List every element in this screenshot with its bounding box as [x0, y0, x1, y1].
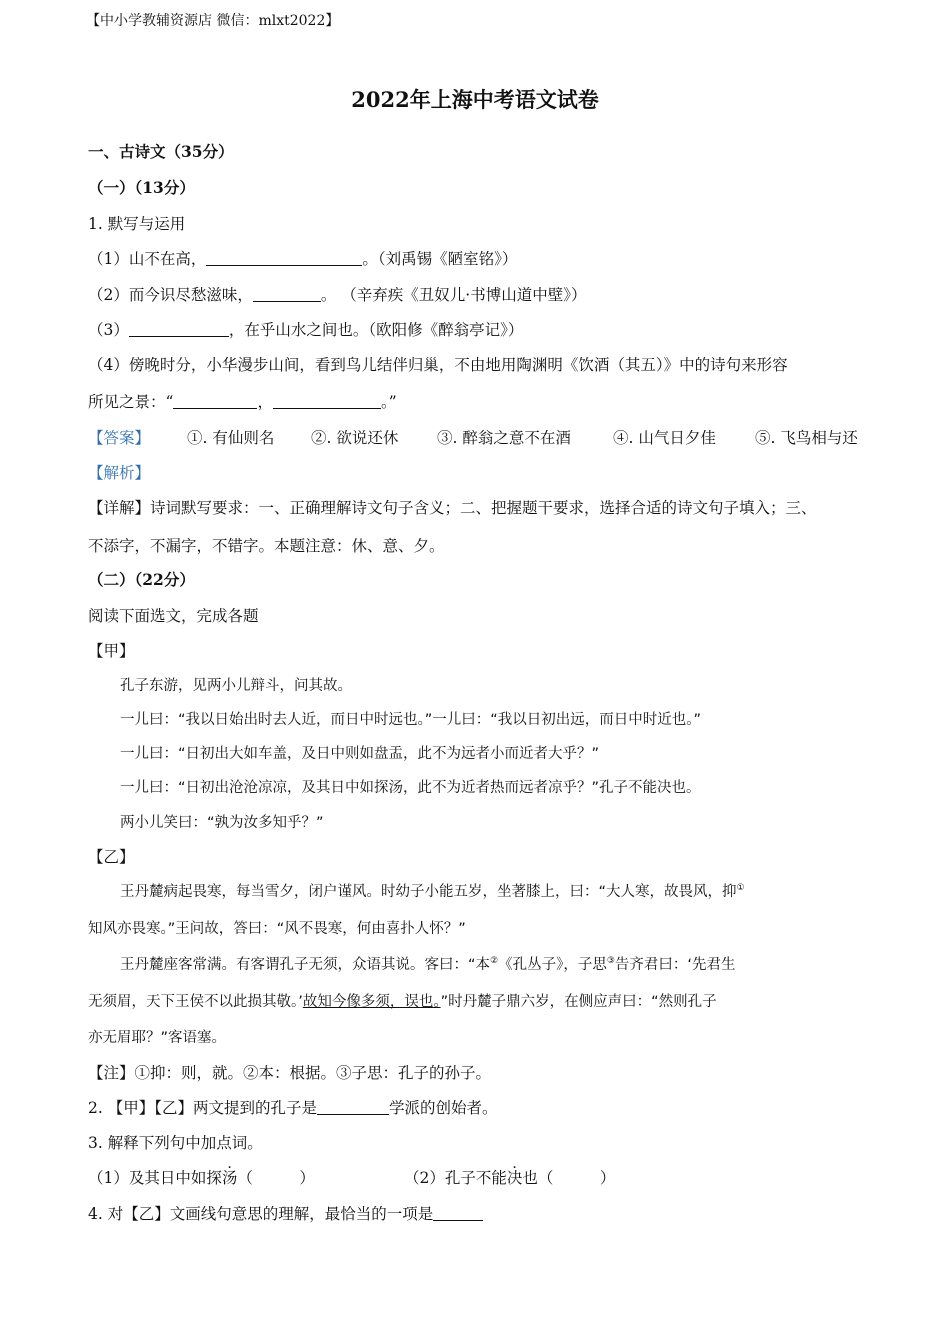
page-title: 2022年上海中考语文试卷: [351, 87, 599, 112]
question-3-item-1: [88, 1167, 315, 1189]
question-1-item-4-line-1: （4）傍晚时分，小华漫步山间，看到鸟儿结伴归巢，不由地用陶渊明《饮酒（其五）》中的诗句来形容: [88, 356, 788, 374]
detail-line-1: 【详解】诗词默写要求：一、正确理解诗文句子含义；二、把握题干要求，选择合适的诗文句子填入；三、: [88, 499, 817, 517]
subsection-heading: （一）（13分）: [88, 178, 195, 197]
question-text: （2）孔子不能: [404, 1169, 507, 1187]
answer-item: ③. 醉翁之意不在酒: [437, 429, 571, 447]
passage-jia-line: 孔子东游，见两小儿辩斗，问其故。: [120, 678, 352, 694]
passage-text: ”时丹麓子鼎六岁，在侧应声曰：“然则孔子: [440, 994, 717, 1010]
answer-row: [88, 427, 868, 449]
item-text: （3）: [88, 321, 129, 339]
question-1-item-2: [88, 284, 586, 306]
dotted-character: 汤: [221, 1169, 238, 1187]
question-2: [88, 1097, 497, 1119]
question-text: （ ）: [237, 1169, 315, 1187]
passage-jia-line: 一儿曰：“日初出沧沧凉凉，及其日中如探汤，此不为近者热而远者凉乎？”孔子不能决也。: [120, 780, 701, 796]
detail-line-2: 不添字，不漏字，不错字。本题注意：休、意、夕。: [88, 537, 445, 555]
passage-jia-line: 一儿曰：“日初出大如车盖，及日中则如盘盂，此不为远者小而近者大乎？”: [120, 746, 600, 762]
passage-text: 无须眉，天下王侯不以此损其敬。’: [88, 994, 303, 1010]
passage-label-yi: 【乙】: [88, 848, 135, 866]
passage-yi-line: 知风亦畏寒。”王问故，答曰：“风不畏寒，何由喜扑人怀？”: [88, 921, 466, 937]
passage-jia-line: 一儿曰：“我以日始出时去人近，而日中时远也。”一儿曰：“我以日初出远，而日中时近也。”: [120, 712, 702, 728]
answer-item: ①. 有仙则名: [187, 429, 275, 447]
passage-text: 王丹麓座客常满。有客谓孔子无须，众语其说。客曰：“本: [120, 957, 491, 973]
item-text: 。”: [380, 393, 397, 411]
passage-yi-line: [88, 991, 717, 1013]
footnote-mark: ③: [606, 956, 615, 967]
passage-label-jia: 【甲】: [88, 642, 135, 660]
page-header: 【中小学教辅资源店 微信：mlxt2022】: [86, 13, 340, 29]
question-3: 3. 解释下列句中加点词。: [88, 1134, 263, 1152]
answer-item: ②. 欲说还休: [311, 429, 399, 447]
item-text: （2）而今识尽愁滋味，: [88, 286, 253, 304]
item-text: ，在乎山水之间也。（欧阳修《醉翁亭记》）: [228, 321, 524, 339]
question-text: （1）及其日中如探: [88, 1169, 222, 1187]
question-text: 2. 【甲】【乙】两文提到的孔子是: [88, 1099, 317, 1117]
passage-jia-line: 两小儿笑曰：“孰为汝多知乎？”: [120, 815, 324, 831]
question-3-item-2: [404, 1167, 615, 1189]
reading-instruction: 阅读下面选文，完成各题: [88, 607, 259, 625]
item-text: （1）山不在高，: [88, 250, 207, 268]
passage-yi-line: [120, 954, 736, 976]
answer-blank: [273, 394, 381, 409]
passage-text: 告齐君曰：‘先君生: [614, 957, 736, 973]
footnote-mark: ①: [736, 883, 745, 894]
answer-blank: [317, 1100, 389, 1115]
passage-text: 王丹麓病起畏寒，每当雪夕，闭户谨风。时幼子小能五岁，坐著膝上，曰：“大人寒，故畏风，抑: [120, 884, 737, 900]
answer-blank: [206, 251, 362, 266]
analysis-label: 【解析】: [88, 464, 151, 482]
passage-yi-line: [120, 881, 745, 903]
answer-label: 【答案】: [88, 429, 151, 447]
passage-yi-line: 亦无眉耶？”客语塞。: [88, 1030, 227, 1046]
footnote: 【注】①抑：则，就。②本：根据。③子思：孔子的孙子。: [88, 1064, 492, 1082]
footnote-mark: ②: [490, 956, 499, 967]
question-text: 也（ ）: [522, 1169, 616, 1187]
question-1-title: 1. 默写与运用: [88, 215, 186, 233]
question-1-item-4-line-2: [88, 391, 397, 413]
answer-blank: [433, 1206, 483, 1221]
item-text: 。 （辛弃疾《丑奴儿·书博山道中壁》）: [320, 286, 587, 304]
underlined-sentence: 故知今像多须，误也。: [302, 994, 441, 1010]
answer-blank: [173, 394, 257, 409]
subsection-heading: （二）（22分）: [88, 570, 195, 589]
answer-blank: [129, 322, 229, 337]
answer-item: ④. 山气日夕佳: [613, 429, 716, 447]
question-4: [88, 1203, 483, 1225]
item-text: 。（刘禹锡《陋室铭》）: [362, 250, 518, 268]
answer-item: ⑤. 飞鸟相与还: [755, 429, 858, 447]
dotted-character: 决: [506, 1169, 523, 1187]
question-text: 4. 对【乙】文画线句意思的理解，最恰当的一项是: [88, 1205, 434, 1223]
item-text: 所见之景：“: [88, 393, 174, 411]
answer-blank: [253, 287, 321, 302]
question-1-item-3: [88, 319, 523, 341]
question-1-item-1: [88, 248, 517, 270]
passage-text: 《孔丛子》，子思: [498, 957, 607, 973]
item-text: ，: [257, 393, 273, 411]
section-heading: 一、古诗文（35分）: [88, 142, 234, 161]
question-text: 学派的创始者。: [388, 1099, 498, 1117]
